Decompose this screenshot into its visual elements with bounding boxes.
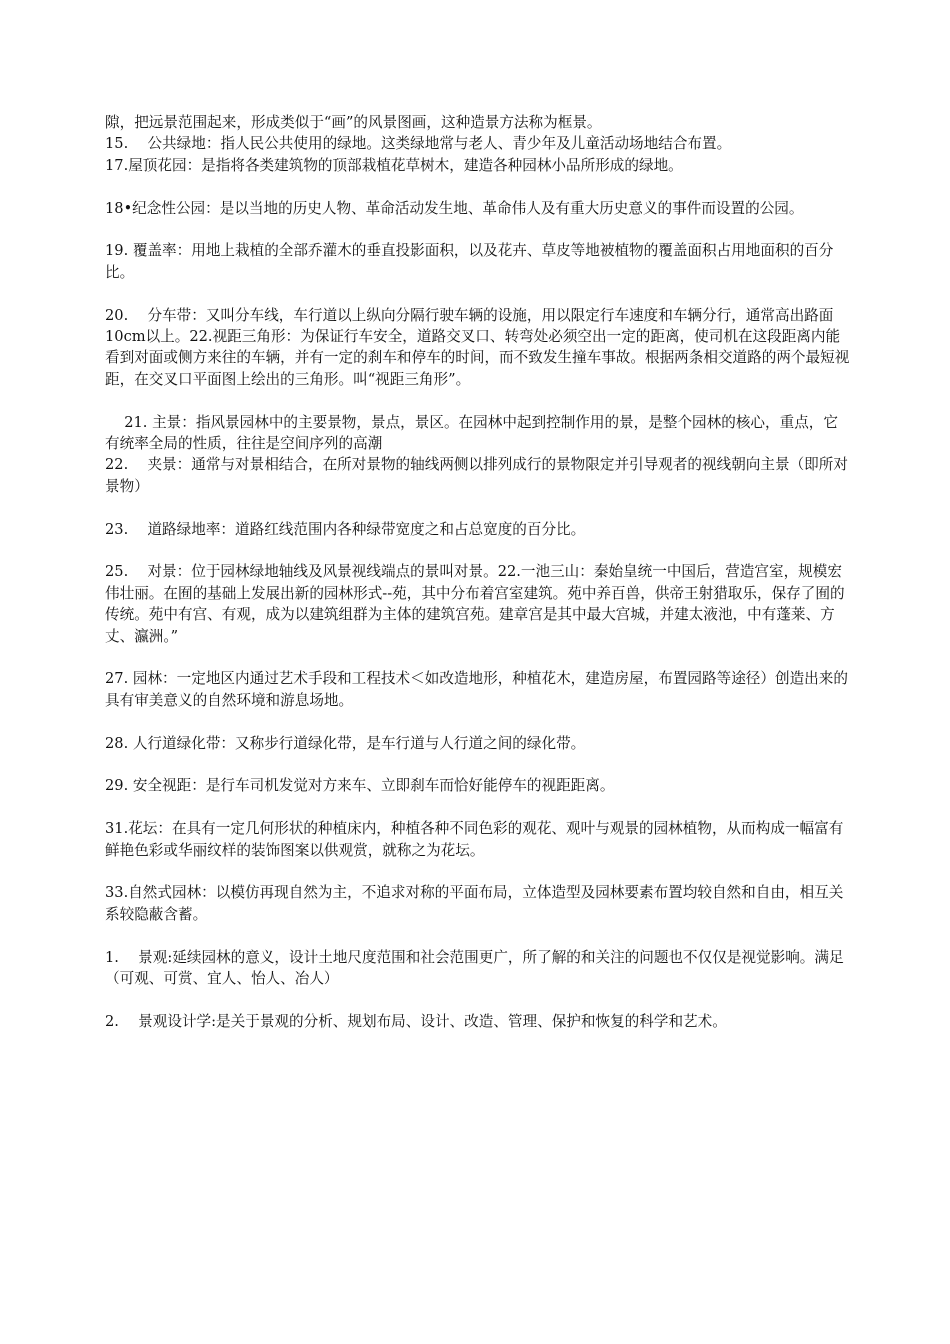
paragraph-spacer (105, 540, 850, 561)
paragraph-17-roof-garden: 17.屋顶花园：是指将各类建筑物的顶部栽植花草树木，建造各种园林小品所形成的绿地。 (105, 156, 683, 174)
paragraph-21-main-scene: 21. 主景：指风景园林中的主要景物，景点，景区。在园林中起到控制作用的景，是整个园林的核心，重点，它有统率全局的性质，往往是空间序列的高潮 (105, 413, 838, 453)
paragraph-spacer (105, 861, 850, 882)
paragraph-spacer (105, 797, 850, 818)
paragraph-spacer (105, 989, 850, 1010)
paragraph-20-divider-strip: 20. 分车带：又叫分车线，车行道以上纵向分隔行驶车辆的设施，用以限定行车速度和车辆分行，通常高出路面10cm以上。22.视距三角形：为保证行车安全，道路交叉口、转弯处必须空出一定的距离，使司机在这段距离内能看到对面或侧方来往的车辆，并有一定的刹车和停车的时间，而不致发生撞车事故。根据两条相交道路的两个最短视距，在交叉口平面图上绘出的三角形。叫“视距三角形”。 (105, 306, 850, 388)
paragraph-33-natural-garden: 33.自然式园林：以模仿再现自然为主，不追求对称的平面布局，立体造型及园林要素布置均较自然和自由，相互关系较隐蔽含蓄。 (105, 884, 844, 923)
paragraph-spacer (105, 283, 850, 304)
paragraph-2-landscape-design: 2. 景观设计学:是关于景观的分析、规划布局、设计、改造、管理、保护和恢复的科学和艺术。 (105, 1012, 727, 1030)
paragraph-31-flower-bed: 31.花坛：在具有一定几何形状的种植床内，种植各种不同色彩的观花、观叶与观景的园林植物，从而构成一幅富有鲜艳色彩或华丽纹样的装饰图案以供观赏，就称之为花坛。 (105, 820, 844, 859)
paragraph-23-road-green-rate: 23. 道路绿地率：道路红线范围内各种绿带宽度之和占总宽度的百分比。 (105, 520, 586, 538)
paragraph-27-garden: 27. 园林：一定地区内通过艺术手段和工程技术＜如改造地形，种植花木，建造房屋，布置园路等途径）创造出来的具有审美意义的自然环境和游息场地。 (105, 670, 848, 709)
paragraph-18-memorial-park: 18•纪念性公园：是以当地的历史人物、革命活动发生地、革命伟人及有重大历史意义的事件而设置的公园。 (105, 199, 804, 217)
paragraph-frame-view-tail: 隙，把远景范围起来，形成类似于“画”的风景图画，这种造景方法称为框景。 (105, 114, 602, 131)
paragraph-spacer (105, 390, 850, 411)
paragraph-spacer (105, 176, 850, 197)
paragraph-29-safe-sight-distance: 29. 安全视距：是行车司机发觉对方来车、立即刹车而恰好能停车的视距距离。 (105, 777, 615, 795)
paragraph-25-opposite-scene: 25. 对景：位于园林绿地轴线及风景视线端点的景叫对景。22.一池三山：秦始皇统一中国后，营造宫室，规模宏伟壮丽。在囿的基础上发展出新的园林形式--苑，其中分布着宫室建筑。苑中养百兽，供帝王射猎取乐，保存了囿的传统。苑中有宫、有观，成为以建筑组群为主体的建筑宫苑。建章宫是其中最大宫城，并建太液池，中有蓬莱、方丈、瀛洲。” (105, 563, 845, 645)
paragraph-15-public-green: 15. 公共绿地：指人民公共使用的绿地。这类绿地常与老人、青少年及儿童活动场地结合布置。 (105, 135, 732, 153)
paragraph-spacer (105, 925, 850, 946)
paragraph-spacer (105, 754, 850, 775)
paragraph-spacer (105, 711, 850, 732)
paragraph-spacer (105, 219, 850, 240)
paragraph-28-sidewalk-green-belt: 28. 人行道绿化带：又称步行道绿化带，是车行道与人行道之间的绿化带。 (105, 734, 586, 752)
paragraph-spacer (105, 647, 850, 668)
paragraph-spacer (105, 497, 850, 518)
document-page (105, 112, 850, 1032)
paragraph-22-framed-scene: 22. 夹景：通常与对景相结合，在所对景物的轴线两侧以排列成行的景物限定并引导观者的视线朝向主景（即所对景物） (105, 456, 848, 495)
paragraph-19-coverage-rate: 19. 覆盖率：用地上栽植的全部乔灌木的垂直投影面积，以及花卉、草皮等地被植物的覆盖面积占用地面积的百分比。 (105, 242, 834, 281)
paragraph-1-landscape: 1. 景观:延续园林的意义，设计土地尺度范围和社会范围更广，所了解的和关注的问题也不仅仅是视觉影响。满足（可观、可赏、宜人、怡人、冶人） (105, 948, 844, 988)
